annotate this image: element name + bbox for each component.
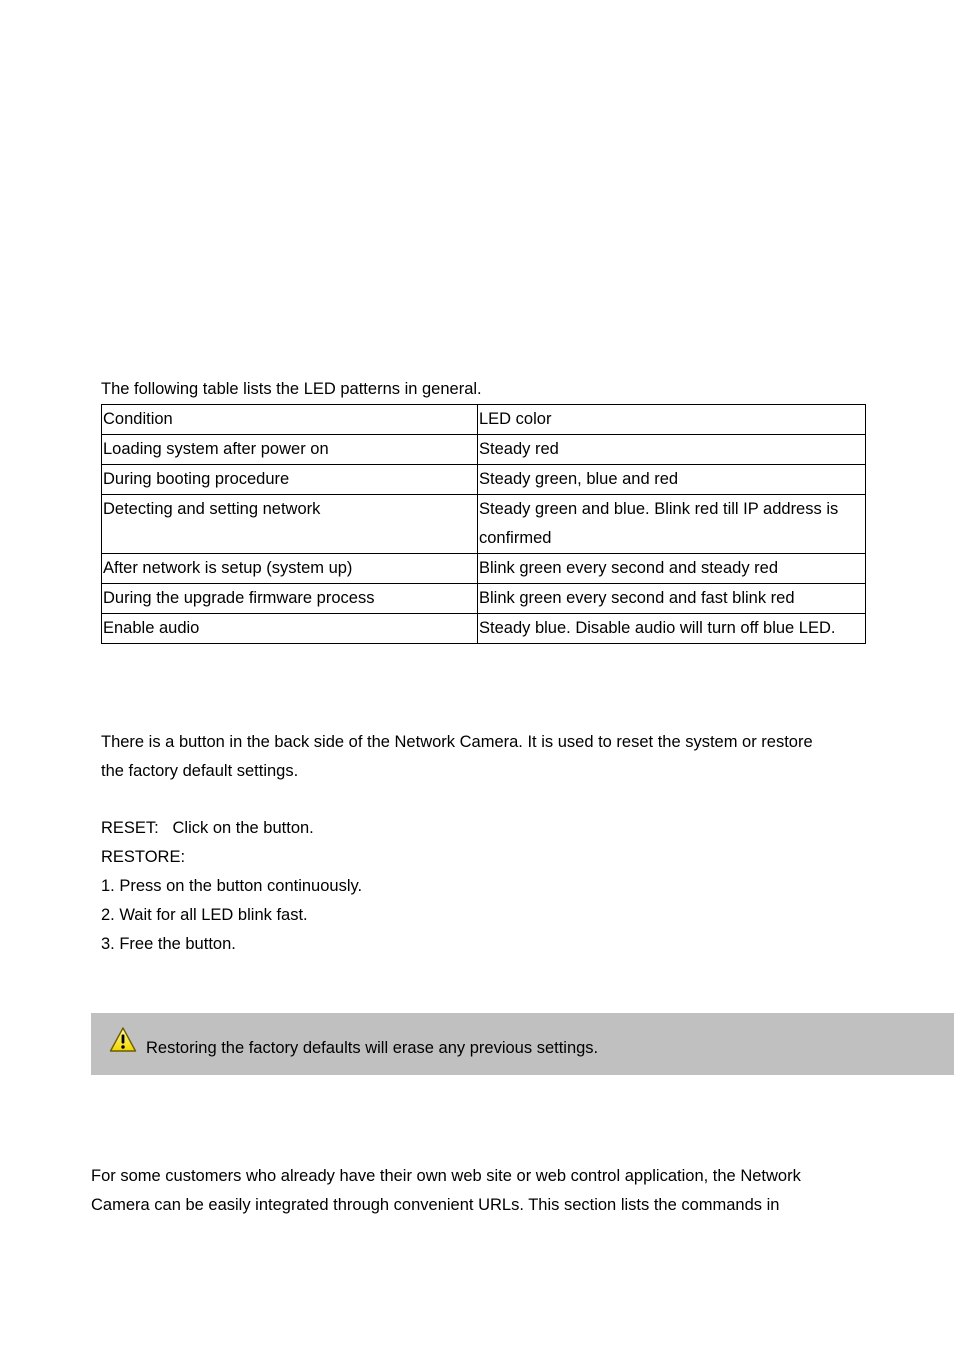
url-paragraph-line: For some customers who already have their own web site or web control application, the Network: [91, 1167, 801, 1185]
led-color-line: Steady green and blue. Blink red till IP address is: [479, 500, 839, 518]
url-paragraph-line: Camera can be easily integrated through convenient URLs. This section lists the commands in: [91, 1196, 780, 1214]
table-row: [102, 435, 866, 465]
reset-section: [101, 728, 871, 959]
condition-cell: Detecting and setting network: [102, 495, 478, 554]
table-row: [102, 554, 866, 584]
led-color-cell: Blink green every second and steady red: [478, 554, 866, 584]
warning-text: Restoring the factory defaults will erase any previous settings.: [146, 1039, 599, 1057]
led-color-cell: Steady green, blue and red: [478, 465, 866, 495]
table-row: [102, 584, 866, 614]
led-color-line: confirmed: [479, 529, 552, 547]
warning-box: [91, 1013, 954, 1075]
led-color-cell: Steady blue. Disable audio will turn off blue LED.: [478, 614, 866, 644]
condition-cell: Enable audio: [102, 614, 478, 644]
table-row: [102, 614, 866, 644]
led-pattern-table: [101, 404, 866, 644]
reset-paragraph-line: There is a button in the back side of the Network Camera. It is used to reset the system or restore: [101, 733, 813, 751]
table-header-row: [102, 405, 866, 435]
led-color-cell: Blink green every second and fast blink red: [478, 584, 866, 614]
warning-triangle-icon: [109, 1026, 137, 1054]
condition-cell: During booting procedure: [102, 465, 478, 495]
header-condition: Condition: [102, 405, 478, 435]
restore-step: 3. Free the button.: [101, 935, 236, 953]
table-intro: The following table lists the LED patterns in general.: [101, 380, 482, 398]
condition-cell: During the upgrade firmware process: [102, 584, 478, 614]
reset-paragraph-line: the factory default settings.: [101, 762, 299, 780]
condition-cell: After network is setup (system up): [102, 554, 478, 584]
url-section: [91, 1162, 871, 1220]
restore-step: 1. Press on the button continuously.: [101, 877, 363, 895]
header-led-color: LED color: [478, 405, 866, 435]
condition-cell: Loading system after power on: [102, 435, 478, 465]
reset-instruction: RESET: Click on the button.: [101, 819, 314, 837]
table-row: [102, 465, 866, 495]
led-color-cell: Steady red: [478, 435, 866, 465]
table-row: [102, 495, 866, 554]
restore-label: RESTORE:: [101, 848, 186, 866]
led-color-cell: [478, 495, 866, 554]
restore-step: 2. Wait for all LED blink fast.: [101, 906, 308, 924]
